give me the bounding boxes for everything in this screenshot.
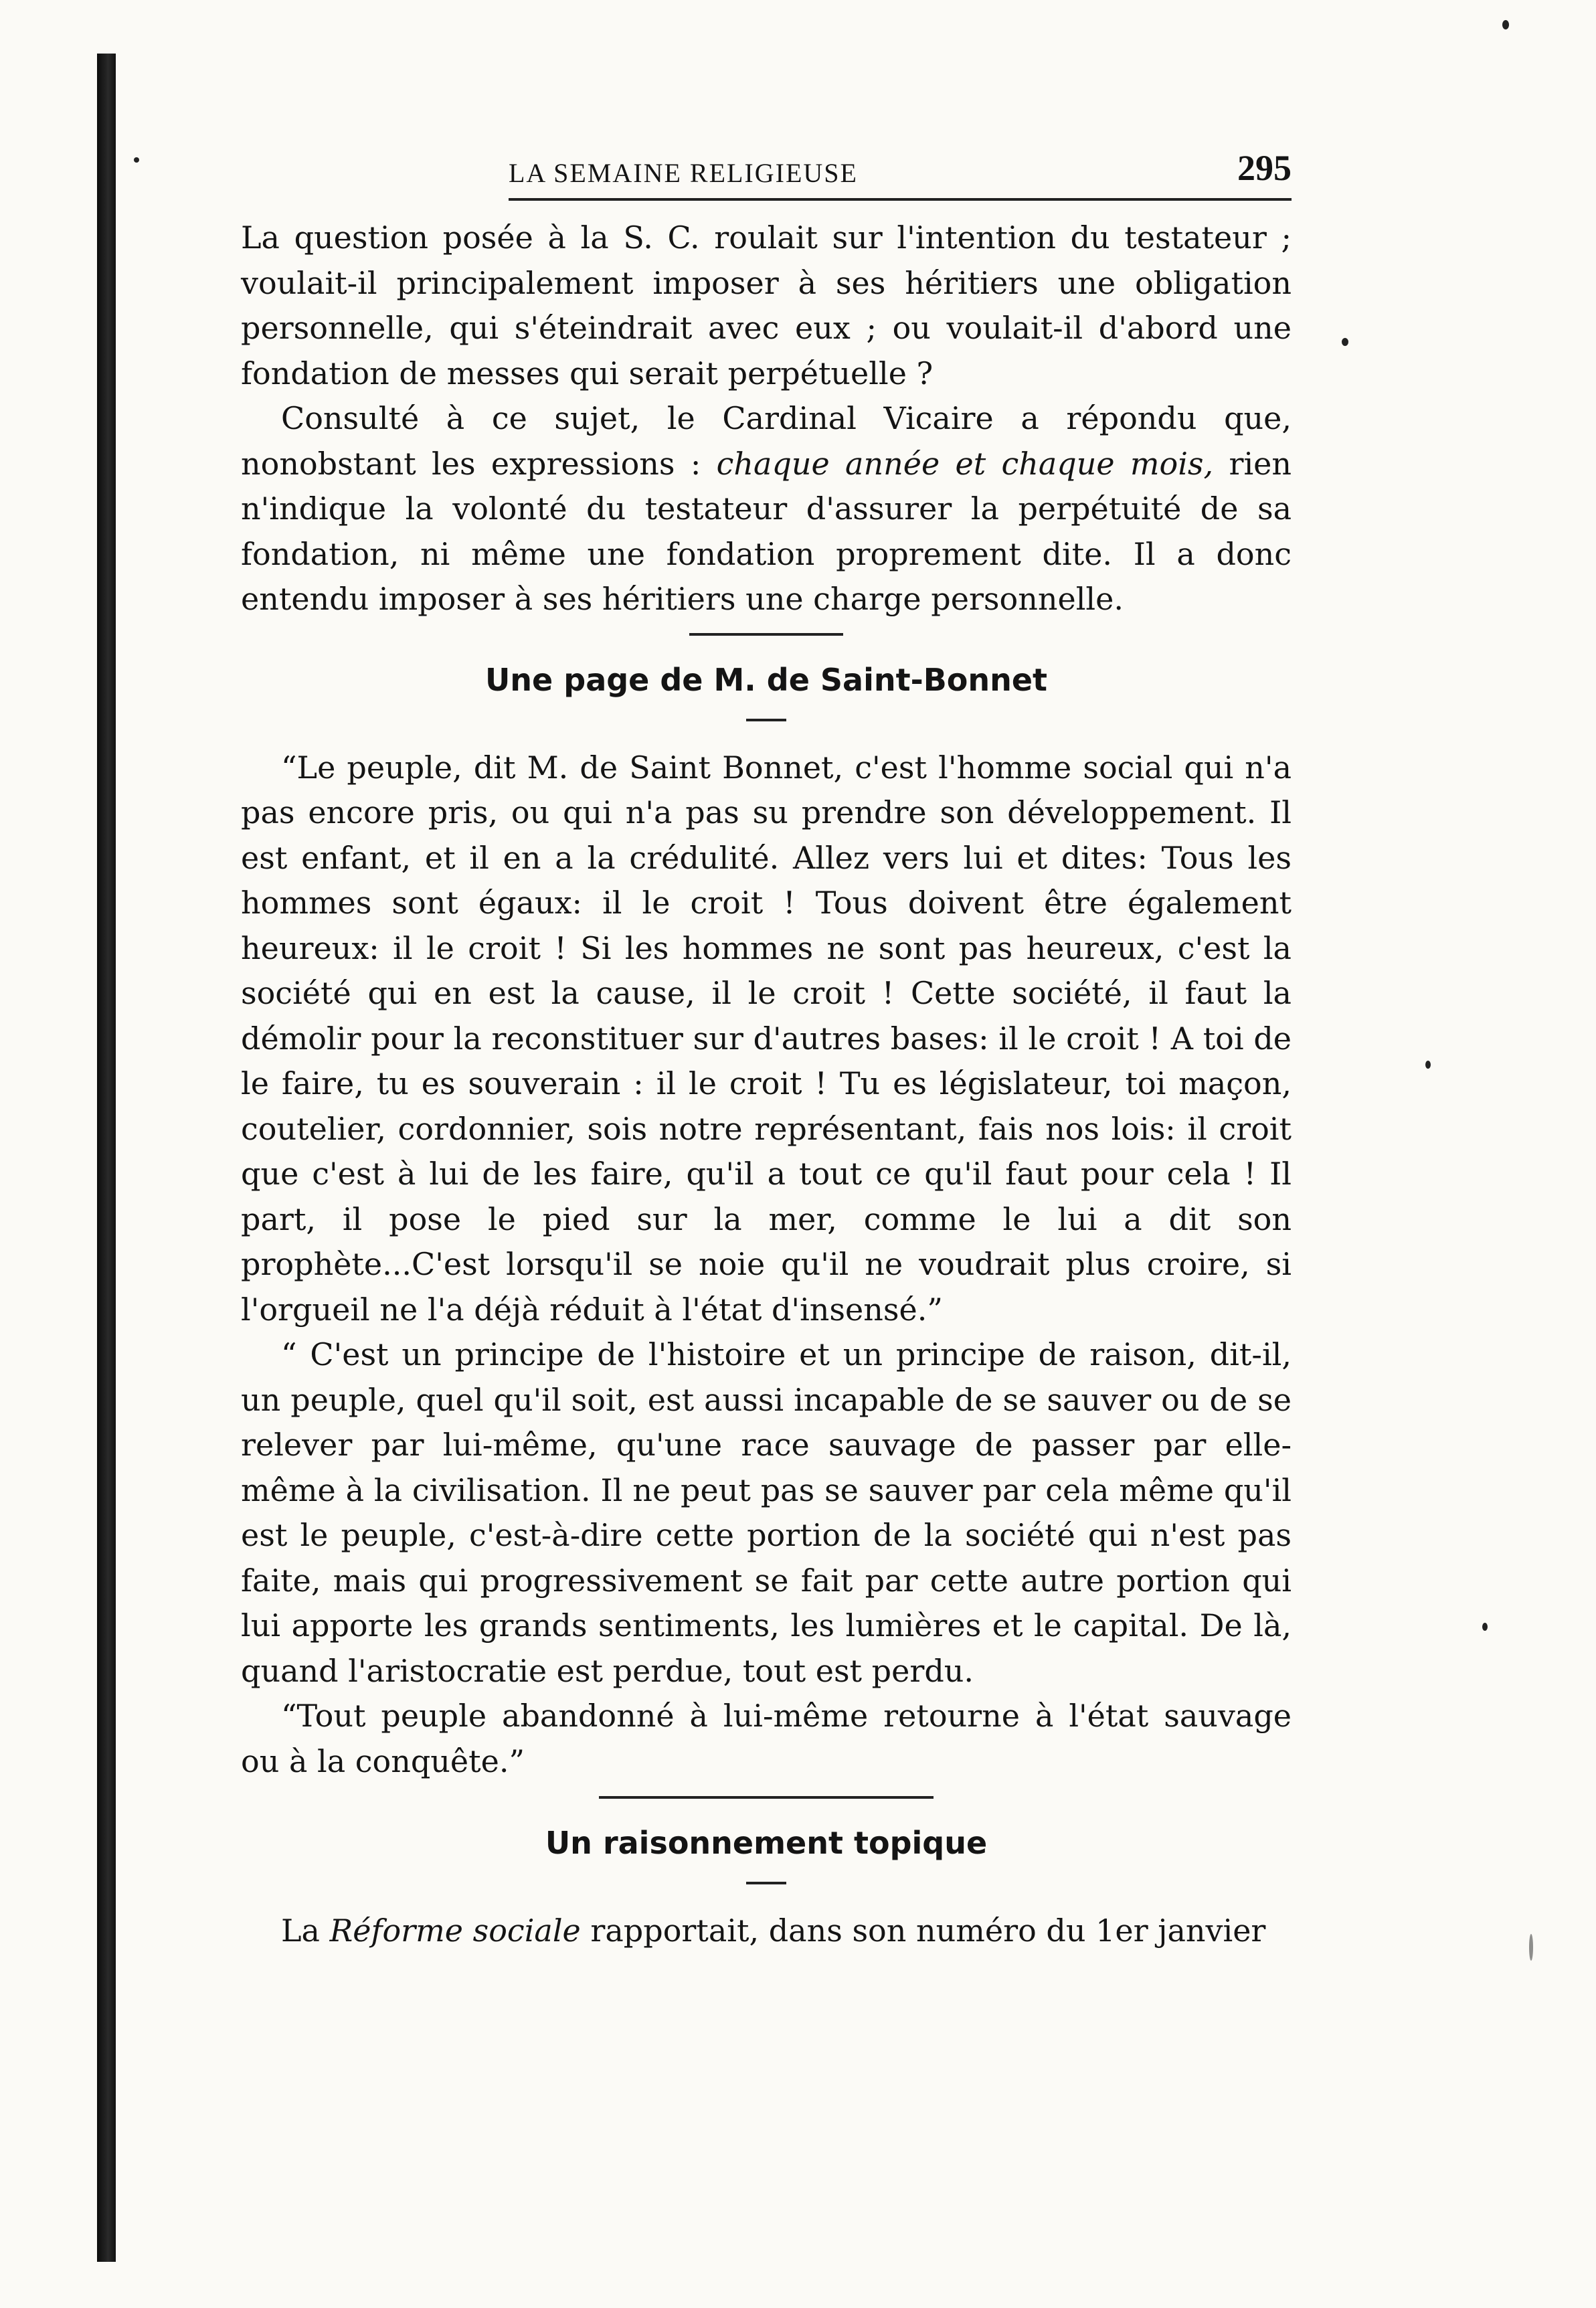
- paragraph: La question posée à la S. C. roulait sur l'intention du testateur ; voulait-il principalement imposer à ses héritiers une obligation personnelle, qui s'éteindrait avec eux ; ou voulait-il d'abord une fondation de messes qui serait perpétuelle ?: [241, 219, 1292, 391]
- paragraph: [241, 396, 1292, 622]
- paragraph-text: Consulté à ce sujet, le Cardinal Vicaire a répondu que, nonobstant les expressions :: [241, 400, 1292, 482]
- scan-speck: [1529, 1934, 1533, 1961]
- document-page: [241, 147, 1292, 1954]
- paragraph-text: La: [281, 1913, 330, 1949]
- paragraph: “Tout peuple abandonné à lui-même retourne à l'état sauvage ou à la conquête.”: [241, 1698, 1292, 1779]
- running-header: [509, 147, 1292, 201]
- page-number: 295: [1237, 148, 1292, 188]
- running-title: LA SEMAINE RELIGIEUSE: [509, 158, 858, 188]
- scan-speck: [1502, 20, 1509, 29]
- section-heading: Une page de M. de Saint-Bonnet: [484, 661, 1048, 698]
- heading-rule: [746, 719, 786, 721]
- book-binding-edge: [97, 54, 116, 2262]
- scan-speck: [1482, 1623, 1488, 1631]
- scan-speck: [134, 157, 139, 163]
- section-divider: [689, 633, 843, 636]
- scan-speck: [1425, 1061, 1431, 1069]
- paragraph-text: rien n'indique la volonté du testateur d'assurer la perpétuité de sa fondation, ni même une fondation proprement dite. Il a donc entendu imposer à ses héritiers une charge personnelle.: [241, 445, 1292, 617]
- scan-speck: [1342, 338, 1348, 346]
- section-heading: Un raisonnement topique: [545, 1825, 988, 1861]
- heading-rule: [746, 1882, 786, 1884]
- paragraph: “ C'est un principe de l'histoire et un principe de raison, dit-il, un peuple, quel qu'il soit, est aussi incapable de se sauver ou de se relever par lui-même, qu'une race sauvage de passer par elle-même à la civilisation. Il ne peut pas se sauver par cela même qu'il est le peuple, c'est-à-dire cette portion de la société qui n'est pas faite, mais qui progressivement se fait par cette autre portion qui lui apporte les grands sentiments, les lumières et le capital. De là, quand l'aristocratie est perdue, tout est perdu.: [241, 1336, 1292, 1689]
- italic-title: Réforme sociale: [329, 1913, 581, 1949]
- paragraph: [241, 1908, 1292, 1954]
- section-divider: [599, 1796, 934, 1799]
- paragraph-text: rapportait, dans son numéro du 1er janvier: [580, 1913, 1266, 1949]
- paragraph: “Le peuple, dit M. de Saint Bonnet, c'est l'homme social qui n'a pas encore pris, ou qui n'a pas su prendre son développement. Il est enfant, et il en a la crédulité. Allez vers lui et dites: Tous les hommes sont égaux: il le croit ! Tous doivent être également heureux: il le croit ! Si les hommes ne sont pas heureux, c'est la société qui en est la cause, il le croit ! Cette société, il faut la démolir pour la reconstituer sur d'autres bases: il le croit ! A toi de le faire, tu es souverain : il le croit ! Tu es législateur, toi maçon, coutelier, cordonnier, sois notre représentant, fais nos lois: il croit que c'est à lui de les faire, qu'il a tout ce qu'il faut pour cela ! Il part, il pose le pied sur la mer, comme le lui a dit son prophète...C'est lorsqu'il se noie qu'il ne voudrait plus croire, si l'orgueil ne l'a déjà réduit à l'état d'insensé.”: [241, 749, 1292, 1328]
- italic-phrase: chaque année et chaque mois,: [716, 445, 1214, 482]
